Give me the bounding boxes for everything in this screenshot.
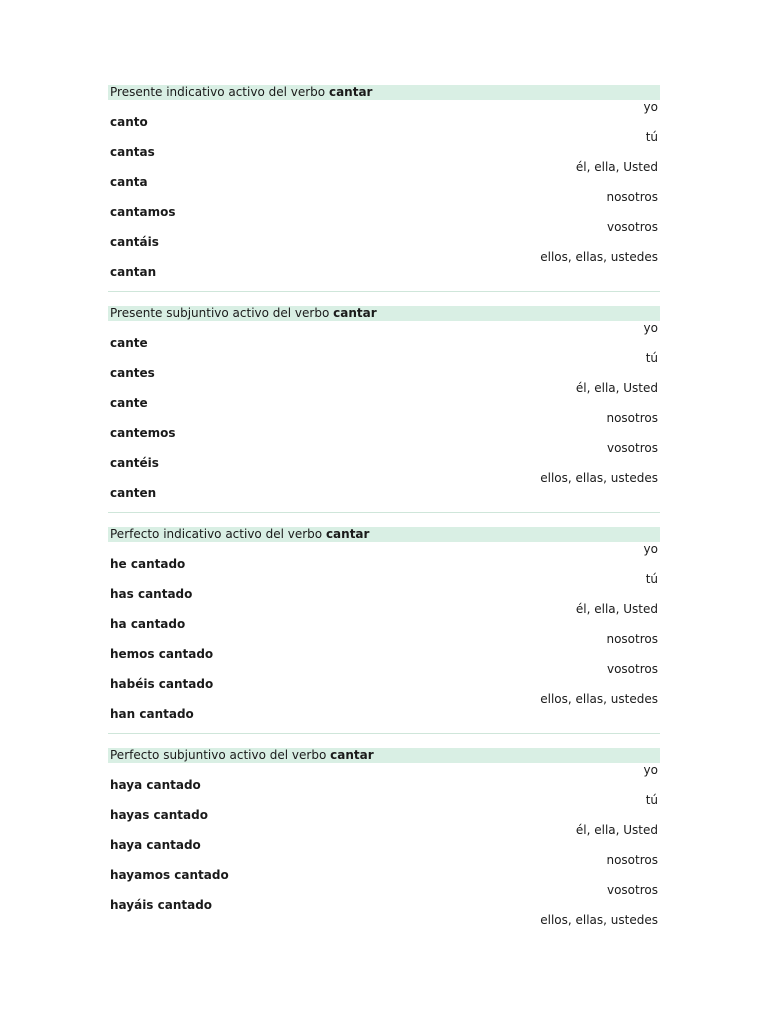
conjugation-row xyxy=(108,471,660,501)
verb-form: cante xyxy=(110,336,148,350)
pronoun-label: yo xyxy=(643,321,658,335)
section-divider xyxy=(108,733,660,734)
conjugation-row xyxy=(108,602,660,632)
pronoun-label: vosotros xyxy=(606,220,658,234)
pronoun-label: tú xyxy=(645,572,658,586)
pronoun-label: nosotros xyxy=(606,411,658,425)
conjugation-row xyxy=(108,823,660,853)
verb-form: has cantado xyxy=(110,587,193,601)
verb-form: cantamos xyxy=(110,205,176,219)
section-verb: cantar xyxy=(325,527,370,541)
conjugation-row xyxy=(108,411,660,441)
verb-form: cantes xyxy=(110,366,155,380)
verb-form: hemos cantado xyxy=(110,647,214,661)
verb-form: hayamos cantado xyxy=(110,868,229,882)
conjugation-row xyxy=(108,662,660,692)
pronoun-label: ellos, ellas, ustedes xyxy=(540,471,658,485)
pronoun-label: ellos, ellas, ustedes xyxy=(540,913,658,927)
pronoun-label: ellos, ellas, ustedes xyxy=(540,692,658,706)
verb-form: haya cantado xyxy=(110,838,201,852)
conjugation-section xyxy=(108,527,660,748)
conjugation-row xyxy=(108,853,660,883)
verb-form: cantéis xyxy=(110,456,159,470)
verb-form: canta xyxy=(110,175,148,189)
verb-form: hayáis cantado xyxy=(110,898,213,912)
conjugation-row xyxy=(108,441,660,471)
pronoun-label: vosotros xyxy=(606,883,658,897)
verb-form: cantan xyxy=(110,265,157,279)
pronoun-label: vosotros xyxy=(606,662,658,676)
conjugation-row xyxy=(108,250,660,280)
conjugation-row xyxy=(108,913,660,943)
conjugation-section xyxy=(108,748,660,969)
verb-form: haya cantado xyxy=(110,778,201,792)
section-verb: cantar xyxy=(328,85,373,99)
verb-form: he cantado xyxy=(110,557,186,571)
pronoun-label: él, ella, Usted xyxy=(575,381,658,395)
conjugation-row xyxy=(108,100,660,130)
conjugation-row xyxy=(108,190,660,220)
verb-form: canten xyxy=(110,486,157,500)
section-verb: cantar xyxy=(333,306,377,320)
section-header xyxy=(108,748,660,763)
verb-form: han cantado xyxy=(110,707,194,721)
pronoun-label: tú xyxy=(645,793,658,807)
verb-form: hayas cantado xyxy=(110,808,208,822)
pronoun-label: ellos, ellas, ustedes xyxy=(540,250,658,264)
verb-form: habéis cantado xyxy=(110,677,214,691)
conjugation-row xyxy=(108,692,660,722)
verb-form: canto xyxy=(110,115,148,129)
conjugation-row xyxy=(108,572,660,602)
conjugation-row xyxy=(108,793,660,823)
conjugation-row xyxy=(108,160,660,190)
conjugation-row xyxy=(108,632,660,662)
pronoun-label: él, ella, Usted xyxy=(575,602,658,616)
section-divider xyxy=(108,512,660,513)
conjugation-page xyxy=(108,85,660,969)
pronoun-label: él, ella, Usted xyxy=(575,160,658,174)
pronoun-label: tú xyxy=(645,130,658,144)
conjugation-section xyxy=(108,306,660,527)
pronoun-label: tú xyxy=(645,351,658,365)
pronoun-label: vosotros xyxy=(606,441,658,455)
verb-form: cante xyxy=(110,396,148,410)
verb-form: ha cantado xyxy=(110,617,186,631)
conjugation-row xyxy=(108,381,660,411)
conjugation-section xyxy=(108,85,660,306)
conjugation-row xyxy=(108,220,660,250)
pronoun-label: yo xyxy=(643,100,658,114)
section-divider xyxy=(108,291,660,292)
section-title: Perfecto subjuntivo activo del verbo xyxy=(110,748,327,762)
section-title: Presente subjuntivo activo del verbo xyxy=(110,306,330,320)
section-verb: cantar xyxy=(330,748,374,762)
section-title: Perfecto indicativo activo del verbo xyxy=(110,527,323,541)
pronoun-label: nosotros xyxy=(606,190,658,204)
section-header xyxy=(108,306,660,321)
pronoun-label: yo xyxy=(643,763,658,777)
verb-form: cantáis xyxy=(110,235,159,249)
conjugation-row xyxy=(108,883,660,913)
pronoun-label: él, ella, Usted xyxy=(575,823,658,837)
pronoun-label: nosotros xyxy=(606,632,658,646)
section-title: Presente indicativo activo del verbo xyxy=(110,85,326,99)
pronoun-label: yo xyxy=(643,542,658,556)
conjugation-row xyxy=(108,130,660,160)
pronoun-label: nosotros xyxy=(606,853,658,867)
verb-form: cantemos xyxy=(110,426,176,440)
conjugation-row xyxy=(108,763,660,793)
section-header xyxy=(108,527,660,542)
conjugation-row xyxy=(108,321,660,351)
section-header xyxy=(108,85,660,100)
verb-form: cantas xyxy=(110,145,155,159)
conjugation-row xyxy=(108,542,660,572)
conjugation-row xyxy=(108,351,660,381)
